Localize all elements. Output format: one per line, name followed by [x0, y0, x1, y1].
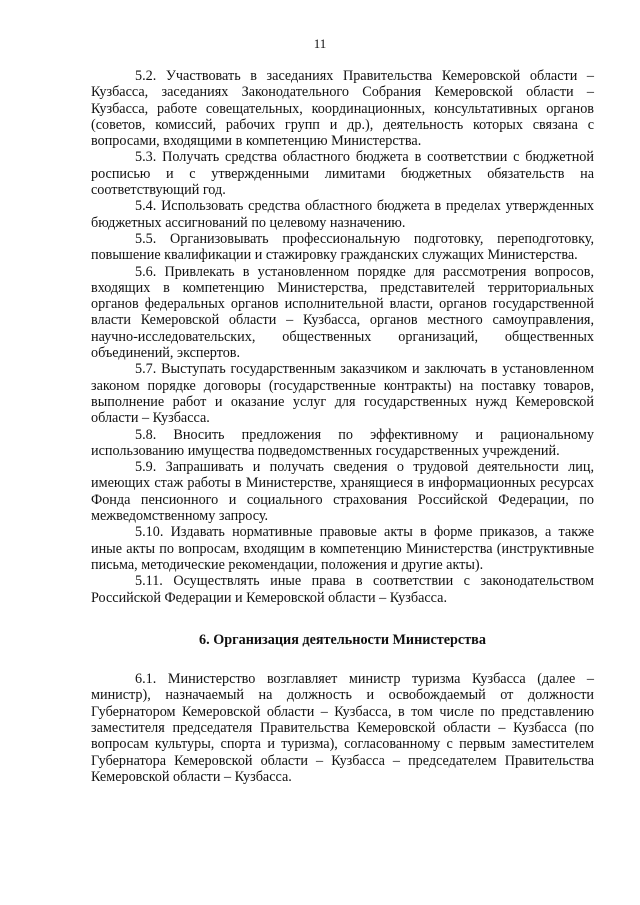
clause-6-1: 6.1. Министерство возглавляет министр туризма Кузбасса (далее – министр), назначаемый на должность и освобождаемый от должности Губернатором Кемеровской области – Кузбасса, в том числе по представлению заместителя председателя Правительства Кемеровской области – Кузбасса (по вопросам культуры, спорта и туризма), согласованному с первым заместителем Губернатора Кемеровской области – Кузбасса – председателем Правительства Кемеровской области – Кузбасса. [91, 671, 594, 785]
clause-5-6: 5.6. Привлекать в установленном порядке для рассмотрения вопросов, входящих в компетенцию Министерства, представителей территориальных органов федеральных органов исполнительной власти, органов государственной власти Кемеровской области – Кузбасса, органов местного самоуправления, научно-исследовательских, общественных организаций, общественных объединений, экспертов. [91, 263, 594, 362]
clause-5-4: 5.4. Использовать средства областного бюджета в пределах утвержденных бюджетных ассигнований по целевому назначению. [91, 198, 594, 231]
clause-5-8: 5.8. Вносить предложения по эффективному и рациональному использованию имущества подведомственных государственных учреждений. [91, 426, 594, 459]
clause-5-3: 5.3. Получать средства областного бюджета в соответствии с бюджетной росписью и с утвержденными лимитами бюджетных обязательств на соответствующий год. [91, 149, 594, 199]
clause-5-2: 5.2. Участвовать в заседаниях Правительства Кемеровской области – Кузбасса, заседаниях Законодательного Собрания Кемеровской области – Кузбасса, работе совещательных, координационных, консультативных органов (советов, комиссий, рабочих групп и др.), деятельность которых связана с вопросами, входящими в компетенцию Министерства. [91, 68, 594, 150]
clause-5-5: 5.5. Организовывать профессиональную подготовку, переподготовку, повышение квалификации и стажировку гражданских служащих Министерства. [91, 230, 594, 264]
document-body [91, 68, 594, 785]
clause-5-10: 5.10. Издавать нормативные правовые акты в форме приказов, а также иные акты по вопросам, входящим в компетенцию Министерства (инструктивные письма, методические рекомендации, положения и другие акты). [91, 524, 594, 573]
clause-5-9: 5.9. Запрашивать и получать сведения о трудовой деятельности лиц, имеющих стаж работы в Министерстве, хранящиеся в информационных ресурсах Фонда пенсионного и социального страхования Российской Федерации, по межведомственному запросу. [91, 459, 594, 525]
clause-5-7: 5.7. Выступать государственным заказчиком и заключать в установленном законом порядке договоры (государственные контракты) на поставку товаров, выполнение работ и оказание услуг для государственных нужд Кемеровской области – Кузбасса. [91, 361, 594, 427]
section-heading: 6. Организация деятельности Министерства [199, 631, 486, 648]
page-number: 11 [313, 36, 327, 51]
clause-5-11: 5.11. Осуществлять иные права в соответствии с законодательством Российской Федерации и Кемеровской области – Кузбасса. [91, 573, 594, 606]
